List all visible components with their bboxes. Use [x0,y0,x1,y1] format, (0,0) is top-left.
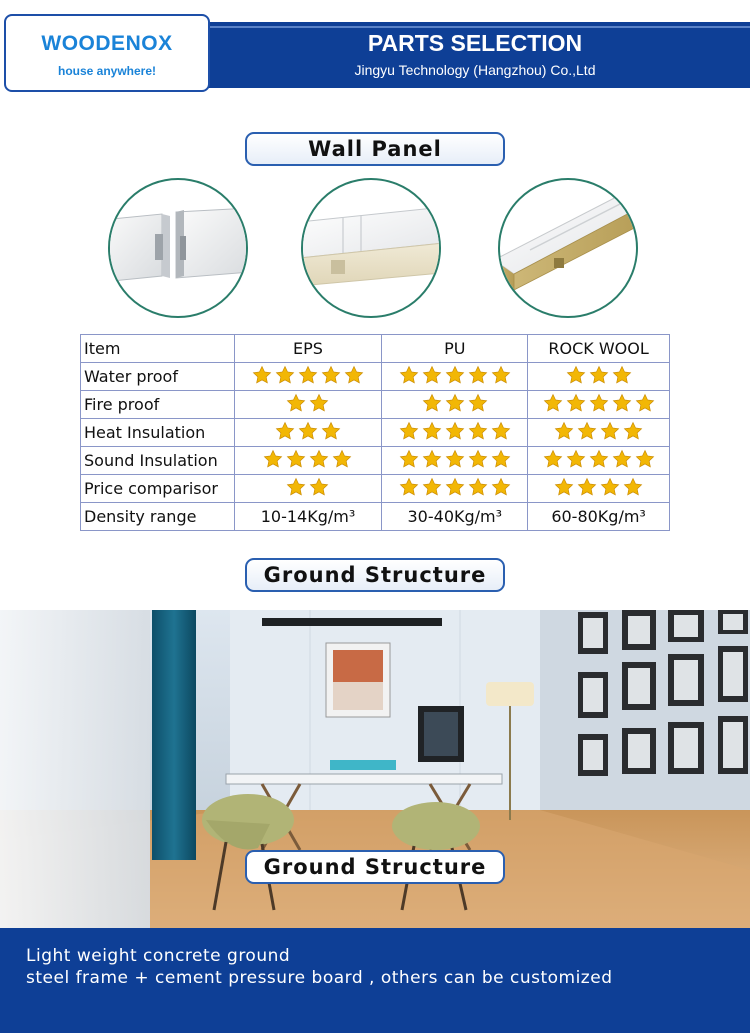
row-label: Fire proof [81,391,235,419]
table-row [81,419,670,447]
star-rating [422,393,488,413]
star-icon [589,365,609,385]
star-rating [543,393,655,413]
star-rating [286,393,329,413]
star-icon [635,449,655,469]
star-icon [399,477,419,497]
table-body [81,335,670,531]
star-icon [554,477,574,497]
row-label: Water proof [81,363,235,391]
ground-structure-overlay-label: Ground Structure [245,850,505,884]
star-icon [445,449,465,469]
star-icon [445,477,465,497]
star-icon [600,421,620,441]
logo-title: WOODENOX [41,32,173,55]
star-icon [468,365,488,385]
pu-panel-icon [303,180,441,318]
star-icon [468,449,488,469]
logo [4,14,210,92]
star-rating [566,365,632,385]
header-eps: EPS [234,335,382,363]
star-icon [554,421,574,441]
rock-wool-panel-image [498,178,638,318]
rock-wool-density: 60-80Kg/m³ [528,503,670,531]
rock-wool-rating [528,391,670,419]
row-label: Density range [81,503,235,531]
eps-rating [234,391,382,419]
star-icon [275,365,295,385]
star-icon [422,365,442,385]
star-rating [399,477,511,497]
star-icon [623,421,643,441]
star-icon [612,393,632,413]
star-icon [321,421,341,441]
header-item: Item [81,335,235,363]
star-rating [275,421,341,441]
pu-density: 30-40Kg/m³ [382,503,528,531]
table-header-row [81,335,670,363]
star-icon [612,449,632,469]
row-label: Heat Insulation [81,419,235,447]
star-icon [309,449,329,469]
star-icon [252,365,272,385]
star-icon [491,365,511,385]
wall-panel-heading: Wall Panel [245,132,505,166]
star-icon [491,421,511,441]
star-icon [286,477,306,497]
star-icon [332,449,352,469]
star-icon [468,477,488,497]
table-row [81,447,670,475]
table-row [81,475,670,503]
star-icon [422,449,442,469]
star-rating [399,365,511,385]
star-icon [445,393,465,413]
eps-density: 10-14Kg/m³ [234,503,382,531]
star-icon [566,365,586,385]
star-icon [263,449,283,469]
star-icon [286,449,306,469]
star-icon [577,421,597,441]
star-rating [252,365,364,385]
header-rock-wool: ROCK WOOL [528,335,670,363]
eps-rating [234,447,382,475]
star-icon [612,365,632,385]
star-icon [298,365,318,385]
star-rating [543,449,655,469]
header-band-stripe [200,26,750,28]
table-row [81,363,670,391]
star-icon [600,477,620,497]
star-icon [399,365,419,385]
star-icon [422,393,442,413]
pu-rating [382,391,528,419]
star-icon [309,477,329,497]
star-icon [321,365,341,385]
star-icon [445,365,465,385]
header [0,0,750,100]
star-icon [286,393,306,413]
company-name: Jingyu Technology (Hangzhou) Co.,Ltd [354,62,596,78]
star-rating [399,421,511,441]
star-icon [543,449,563,469]
star-icon [589,393,609,413]
eps-panel-icon [110,180,248,318]
rock-wool-rating [528,419,670,447]
star-icon [468,421,488,441]
eps-rating [234,363,382,391]
star-icon [635,393,655,413]
star-rating [554,421,643,441]
rock-wool-rating [528,447,670,475]
eps-panel-image [108,178,248,318]
logo-tagline: house anywhere! [57,64,157,78]
rock-wool-rating [528,475,670,503]
star-icon [399,421,419,441]
table-row-density [81,503,670,531]
star-rating [263,449,352,469]
page-title: PARTS SELECTION [367,30,583,56]
pu-rating [382,363,528,391]
star-icon [491,449,511,469]
star-icon [445,421,465,441]
ground-structure-heading: Ground Structure [245,558,505,592]
footer-line-1: Light weight concrete ground [26,946,291,966]
rock-wool-rating [528,363,670,391]
star-icon [543,393,563,413]
star-rating [286,477,329,497]
pu-rating [382,447,528,475]
footer-line-2: steel frame + cement pressure board , others can be customized [26,968,613,988]
pu-panel-image [301,178,441,318]
star-icon [298,421,318,441]
star-icon [566,449,586,469]
star-icon [566,393,586,413]
star-icon [468,393,488,413]
star-icon [309,393,329,413]
star-icon [491,477,511,497]
rock-wool-panel-icon [500,180,638,318]
eps-rating [234,419,382,447]
row-label: Price comparisor [81,475,235,503]
row-label: Sound Insulation [81,447,235,475]
star-icon [275,421,295,441]
footer-band [0,928,750,1033]
star-rating [554,477,643,497]
star-icon [589,449,609,469]
star-icon [399,449,419,469]
pu-rating [382,475,528,503]
star-icon [577,477,597,497]
star-icon [422,477,442,497]
table-row [81,391,670,419]
star-icon [422,421,442,441]
eps-rating [234,475,382,503]
header-pu: PU [382,335,528,363]
panel-comparison-table [80,334,670,531]
star-rating [399,449,511,469]
pu-rating [382,419,528,447]
star-icon [623,477,643,497]
star-icon [344,365,364,385]
